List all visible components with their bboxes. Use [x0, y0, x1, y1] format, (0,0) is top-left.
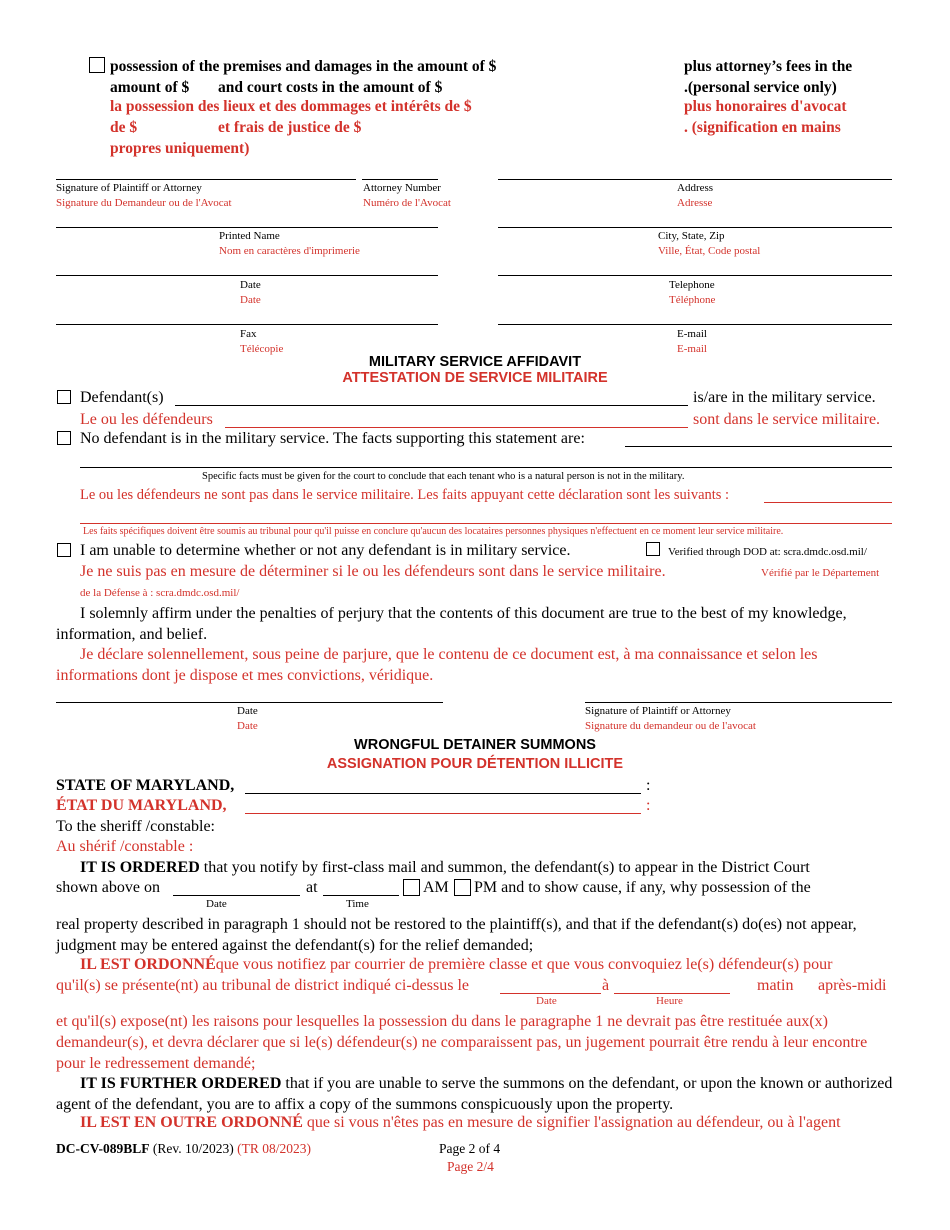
ordered-en-line1	[80, 859, 810, 877]
further-bold-fr: IL EST EN OUTRE ORDONNÉ	[80, 1114, 303, 1131]
state-fr: ÉTAT DU MARYLAND,	[56, 797, 227, 814]
date-label-fr: Date	[240, 294, 261, 306]
military-title-fr: ATTESTATION DE SERVICE MILITAIRE	[342, 370, 608, 386]
telephone-label-en: Telephone	[669, 279, 715, 291]
appear-date-label-en: Date	[206, 898, 227, 910]
possession-fr-4: plus honoraires d'avocat	[684, 98, 847, 115]
no-defendant-en: No defendant is in the military service. The facts supporting this statement are:	[80, 430, 585, 447]
military-title-en: MILITARY SERVICE AFFIDAVIT	[368, 354, 582, 370]
appear-time-label-fr: Heure	[656, 995, 683, 1007]
further-fr	[80, 1114, 841, 1132]
unable-en: I am unable to determine whether or not any defendant is in military service.	[80, 542, 571, 559]
possession-en-3: and court costs in the amount of $	[218, 79, 443, 96]
verified-fr-2: de la Défense à : scra.dmdc.osd.mil/	[80, 587, 240, 599]
atty-number-label-en: Attorney Number	[363, 182, 441, 194]
ordered-bold-en: IT IS ORDERED	[80, 859, 200, 876]
sig-plaintiff-label-en: Signature of Plaintiff or Attorney	[56, 182, 202, 194]
city-line[interactable]	[498, 227, 892, 228]
appear-time-line-fr	[614, 993, 730, 994]
affirm-date-label-en: Date	[237, 705, 258, 717]
to-sheriff-en: To the sheriff /constable:	[56, 818, 215, 835]
matin-fr: matin	[757, 977, 794, 994]
summons-title-en: WRONGFUL DETAINER SUMMONS	[354, 737, 596, 753]
facts-note-fr: Les faits spécifiques doivent être soumis au tribunal pour qu'il puisse en conclure qu'aucun des locataires personnes physiques n'effectuent en ce moment leur service militaire.	[83, 526, 784, 537]
footer-form-id: DC-CV-089BLF	[56, 1141, 150, 1156]
footer-page-fr: Page 2/4	[447, 1159, 494, 1174]
expose-fr: et qu'il(s) expose(nt) les raisons pour lesquelles la possession du dans le paragraphe 1 ne devrait pas être restituée aux(x) demandeur(s), et devra déclarer que si le(s) défendeur(s) ne comparaissent pas, un jugement pourrait être rendu à leur encontre pour le redressement demandé;	[56, 1013, 868, 1072]
footer-page-en: Page 2 of 4	[439, 1141, 501, 1156]
ordered-rest-fr: que vous notifiez par courrier de première classe et que vous convoquiez le(s) défendeur(s) pour	[215, 956, 833, 973]
appear-time-line[interactable]	[323, 895, 399, 896]
defendants-name-line-fr	[225, 427, 688, 428]
verified-dod-checkbox[interactable]	[646, 542, 660, 556]
shown-above-en: shown above on	[56, 879, 160, 896]
affirm-fr: Je déclare solennellement, sous peine de parjure, que le contenu de ce document est, à ma connaissance et selon les informations dont je dispose et mes convictions, véridique.	[56, 646, 818, 684]
pm-checkbox[interactable]	[454, 879, 471, 896]
date-label-en: Date	[240, 279, 261, 291]
appear-date-line[interactable]	[173, 895, 300, 896]
defendants-name-line[interactable]	[175, 405, 688, 406]
state-en: STATE OF MARYLAND,	[56, 777, 235, 794]
appear-time-label-en: Time	[346, 898, 369, 910]
atty-number-label-fr: Numéro de l'Avocat	[363, 197, 451, 209]
defendants-fr: Le ou les défendeurs	[80, 411, 213, 428]
am-label: AM	[423, 879, 449, 896]
am-checkbox[interactable]	[403, 879, 420, 896]
printed-name-label-fr: Nom en caractères d'imprimerie	[219, 245, 360, 257]
state-colon-en: :	[646, 777, 651, 794]
pm-rest-en: PM and to show cause, if any, why possession of the	[474, 879, 811, 896]
affirm-sig-line[interactable]	[585, 702, 892, 703]
affirm-sig-label-en: Signature of Plaintiff or Attorney	[585, 705, 731, 717]
possession-en-4: plus attorney’s fees in the	[684, 58, 853, 75]
present-fr: qu'il(s) se présente(nt) au tribunal de district indiqué ci-dessus le	[56, 977, 469, 994]
city-label-en: City, State, Zip	[658, 230, 725, 242]
verified-fr-1: Vérifié par le Département	[761, 567, 880, 579]
facts-line-fr	[764, 502, 892, 503]
defendants-tail-en: is/are in the military service.	[693, 389, 876, 406]
possession-fr-6: propres uniquement)	[110, 140, 250, 157]
state-colon-fr: :	[646, 797, 651, 814]
summons-title-fr: ASSIGNATION POUR DÉTENTION ILLICITE	[326, 756, 624, 772]
printed-name-line[interactable]	[56, 227, 438, 228]
facts-line-1[interactable]	[625, 446, 892, 447]
unable-checkbox[interactable]	[57, 543, 71, 557]
possession-checkbox[interactable]	[89, 57, 105, 73]
appear-date-line-fr	[500, 993, 601, 994]
possession-en-2: amount of $	[110, 79, 190, 96]
fax-label-fr: Télécopie	[240, 343, 284, 355]
no-defendant-fr: Le ou les défendeurs ne sont pas dans le service militaire. Les faits appuyant cette déclaration sont les suivants :	[80, 487, 730, 503]
date-line[interactable]	[56, 275, 438, 276]
possession-fr-2: de $	[110, 119, 138, 136]
printed-name-label-en: Printed Name	[219, 230, 280, 242]
defendants-military-checkbox[interactable]	[57, 390, 71, 404]
possession-fr-1: la possession des lieux et des dommages et intérêts de $	[110, 98, 472, 115]
facts-line-fr-2	[80, 523, 892, 524]
further-en	[56, 1073, 894, 1115]
further-rest-en: that if you are unable to serve the summons on the defendant, or upon the known or authorized agent of the defendant, you are to affix a copy of the summons conspicuously upon the property.	[56, 1075, 893, 1113]
fax-label-en: Fax	[240, 328, 257, 340]
possession-fr-3: et frais de justice de $	[218, 119, 362, 136]
telephone-line[interactable]	[498, 275, 892, 276]
ordered-fr-line1	[80, 956, 832, 974]
fax-line[interactable]	[56, 324, 438, 325]
email-label-en: E-mail	[677, 328, 707, 340]
address-label-en: Address	[677, 182, 714, 194]
telephone-label-fr: Téléphone	[669, 294, 716, 306]
appear-date-label-fr: Date	[536, 995, 557, 1007]
unable-fr: Je ne suis pas en mesure de déterminer si le ou les défendeurs sont dans le service militaire.	[80, 563, 666, 580]
possession-en-1: possession of the premises and damages in the amount of $	[110, 58, 497, 75]
affirm-sig-label-fr: Signature du demandeur ou de l'avocat	[585, 720, 756, 732]
defendants-en: Defendant(s)	[80, 389, 164, 406]
address-line[interactable]	[498, 179, 892, 180]
ordered-bold-fr: IL EST ORDONNÉ	[80, 956, 216, 973]
ordered-rest-en: that you notify by first-class mail and summon, the defendant(s) to appear in the District Court	[199, 859, 810, 876]
state-county-line[interactable]	[245, 793, 641, 794]
sig-plaintiff-label-fr: Signature du Demandeur ou de l'Avocat	[56, 197, 232, 209]
footer-tr: (TR 08/2023)	[237, 1141, 311, 1156]
footer-rev: (Rev. 10/2023)	[152, 1141, 234, 1156]
footer-form-id-wrap	[56, 1141, 311, 1157]
at-en: at	[306, 879, 318, 896]
real-property-en: real property described in paragraph 1 should not be restored to the plaintiff(s), and that if the defendant(s) do(es) not appear, judgment may be entered against the defendant(s) for the relief demanded;	[56, 916, 857, 954]
affirm-date-line[interactable]	[56, 702, 443, 703]
possession-en-5: .(personal service only)	[684, 79, 837, 96]
verified-en: Verified through DOD at: scra.dmdc.osd.mil/	[668, 546, 867, 558]
possession-fr-5: . (signification en mains	[684, 119, 841, 136]
apres-midi-fr: après-midi	[818, 977, 887, 994]
sig-plaintiff-line[interactable]	[56, 179, 356, 180]
state-county-line-fr	[245, 813, 641, 814]
further-bold-en: IT IS FURTHER ORDERED	[80, 1075, 282, 1092]
to-sheriff-fr: Au shérif /constable :	[56, 838, 194, 855]
affirm-date-label-fr: Date	[237, 720, 258, 732]
email-label-fr: E-mail	[677, 343, 707, 355]
facts-note-en: Specific facts must be given for the court to conclude that each tenant who is a natural person is not in the military.	[202, 471, 685, 482]
a-fr: à	[602, 977, 610, 994]
facts-line-2[interactable]	[80, 467, 892, 468]
city-label-fr: Ville, État, Code postal	[658, 245, 761, 257]
atty-number-line[interactable]	[362, 179, 438, 180]
email-line[interactable]	[498, 324, 892, 325]
further-rest-fr: que si vous n'êtes pas en mesure de signifier l'assignation au défendeur, ou à l'agent	[302, 1114, 841, 1131]
affirm-en: I solemnly affirm under the penalties of perjury that the contents of this document are true to the best of my knowledge, information, and belief.	[56, 605, 847, 643]
no-defendant-checkbox[interactable]	[57, 431, 71, 445]
address-label-fr: Adresse	[677, 197, 713, 209]
defendants-tail-fr: sont dans le service militaire.	[693, 411, 881, 428]
